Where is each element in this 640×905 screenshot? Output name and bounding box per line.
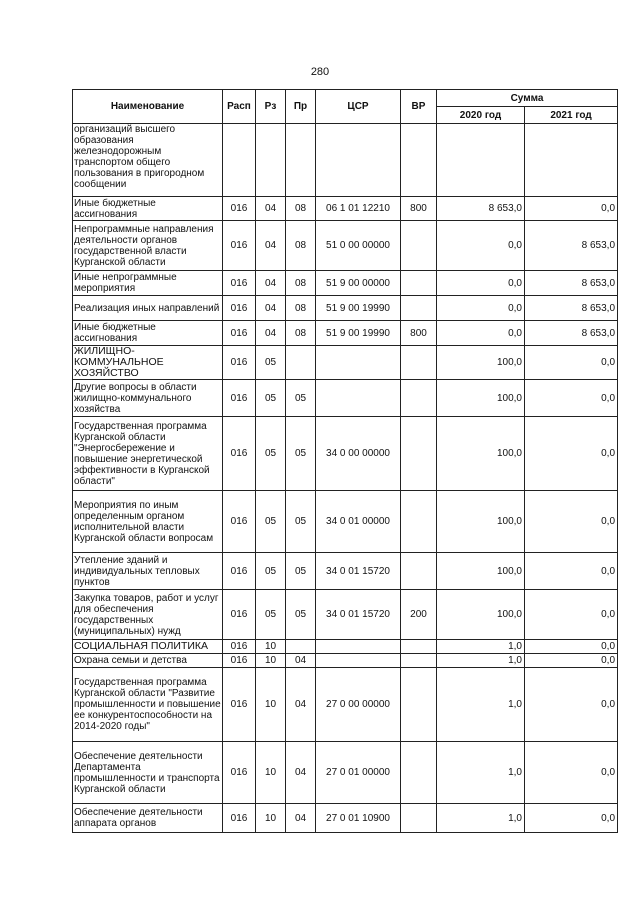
table-row [73,221,618,271]
row-csr [316,654,401,668]
row-csr: 27 0 01 10900 [316,804,401,833]
row-vr [401,742,437,804]
row-name: Утепление зданий и индивидуальных тепловых пунктов [73,553,223,590]
row-name: Государственная программа Курганской области "Развитие промышленности и повышение ее конкурентоспособности на 2014-2020 годы" [73,668,223,742]
table-row [73,380,618,417]
row-2021: 0,0 [525,346,618,380]
table-row [73,417,618,491]
row-2020: 1,0 [437,804,525,833]
table-row [73,491,618,553]
row-vr [401,804,437,833]
row-rz: 10 [256,640,286,654]
row-2021: 0,0 [525,654,618,668]
row-name: Государственная программа Курганской области "Энергосбережение и повышение энергетической эффективности в Курганской области" [73,417,223,491]
header-rasp: Расп [223,90,256,124]
row-csr: 51 9 00 19990 [316,321,401,346]
table-row [73,346,618,380]
row-pr: 08 [286,321,316,346]
table-row [73,804,618,833]
row-csr [316,346,401,380]
row-2021: 0,0 [525,590,618,640]
table-row [73,321,618,346]
row-rasp: 016 [223,221,256,271]
row-csr [316,380,401,417]
row-rz: 05 [256,553,286,590]
row-rasp [223,124,256,197]
table-row [73,668,618,742]
row-pr: 08 [286,221,316,271]
row-2020: 1,0 [437,742,525,804]
row-2021: 0,0 [525,668,618,742]
header-sum: Сумма [437,90,618,107]
row-2020 [437,124,525,197]
row-rasp: 016 [223,668,256,742]
row-csr: 51 9 00 00000 [316,271,401,296]
table-row [73,124,618,197]
row-name: Иные бюджетные ассигнования [73,321,223,346]
row-2020: 100,0 [437,590,525,640]
row-rasp: 016 [223,346,256,380]
row-pr [286,640,316,654]
row-2021 [525,124,618,197]
row-csr [316,640,401,654]
row-rasp: 016 [223,271,256,296]
row-pr [286,346,316,380]
row-name: Обеспечение деятельности аппарата органов [73,804,223,833]
row-name: ЖИЛИЩНО-КОММУНАЛЬНОЕ ХОЗЯЙСТВО [73,346,223,380]
row-2020: 0,0 [437,321,525,346]
row-name: Иные бюджетные ассигнования [73,197,223,221]
row-2021: 0,0 [525,380,618,417]
header-csr: ЦСР [316,90,401,124]
row-vr [401,346,437,380]
row-rz: 05 [256,590,286,640]
row-rz: 10 [256,654,286,668]
row-rasp: 016 [223,654,256,668]
row-rz: 10 [256,668,286,742]
row-rasp: 016 [223,742,256,804]
row-pr: 05 [286,417,316,491]
row-2020: 1,0 [437,654,525,668]
row-rz: 10 [256,804,286,833]
row-pr: 08 [286,296,316,321]
row-vr [401,124,437,197]
row-vr [401,491,437,553]
row-rasp: 016 [223,804,256,833]
row-2020: 0,0 [437,296,525,321]
row-vr [401,380,437,417]
row-2020: 100,0 [437,346,525,380]
header-2020: 2020 год [437,107,525,124]
row-vr [401,221,437,271]
row-csr: 27 0 01 00000 [316,742,401,804]
row-pr: 05 [286,553,316,590]
row-rasp: 016 [223,553,256,590]
row-rz: 04 [256,296,286,321]
row-2021: 0,0 [525,742,618,804]
row-pr: 08 [286,197,316,221]
row-csr: 27 0 00 00000 [316,668,401,742]
row-name: Закупка товаров, работ и услуг для обеспечения государственных (муниципальных) нужд [73,590,223,640]
row-pr: 04 [286,654,316,668]
row-vr [401,271,437,296]
header-name: Наименование [73,90,223,124]
row-vr [401,296,437,321]
row-vr [401,640,437,654]
page-number: 280 [310,66,330,78]
row-pr: 05 [286,380,316,417]
row-pr: 05 [286,491,316,553]
row-csr: 06 1 01 12210 [316,197,401,221]
row-rz: 05 [256,380,286,417]
table-row [73,654,618,668]
row-pr: 04 [286,804,316,833]
row-2021: 8 653,0 [525,221,618,271]
row-vr [401,417,437,491]
row-pr: 04 [286,668,316,742]
row-2020: 100,0 [437,553,525,590]
row-2021: 8 653,0 [525,296,618,321]
row-name: Реализация иных направлений [73,296,223,321]
budget-table [72,89,618,833]
row-pr: 08 [286,271,316,296]
row-pr [286,124,316,197]
table-body [73,124,618,833]
row-2020: 0,0 [437,221,525,271]
row-2020: 1,0 [437,640,525,654]
table-row [73,742,618,804]
row-pr: 05 [286,590,316,640]
row-2020: 0,0 [437,271,525,296]
row-rasp: 016 [223,296,256,321]
row-rasp: 016 [223,491,256,553]
header-pr: Пр [286,90,316,124]
row-rasp: 016 [223,197,256,221]
row-rz: 04 [256,221,286,271]
row-rz: 04 [256,321,286,346]
row-csr: 51 0 00 00000 [316,221,401,271]
header-2021: 2021 год [525,107,618,124]
row-2021: 0,0 [525,553,618,590]
row-2021: 8 653,0 [525,321,618,346]
table-row [73,197,618,221]
row-2021: 8 653,0 [525,271,618,296]
row-rasp: 016 [223,640,256,654]
row-pr: 04 [286,742,316,804]
row-name: Мероприятия по иным определенным органом исполнительной власти Курганской области вопросам [73,491,223,553]
table-row [73,271,618,296]
row-name: Другие вопросы в области жилищно-коммунального хозяйства [73,380,223,417]
header-rz: Рз [256,90,286,124]
row-rz: 04 [256,271,286,296]
table-row [73,296,618,321]
row-2021: 0,0 [525,417,618,491]
row-name: Непрограммные направления деятельности органов государственной власти Курганской области [73,221,223,271]
row-vr [401,553,437,590]
row-name: Охрана семьи и детства [73,654,223,668]
row-csr: 34 0 01 15720 [316,553,401,590]
row-vr [401,654,437,668]
row-2021: 0,0 [525,491,618,553]
table-row [73,553,618,590]
row-csr: 34 0 00 00000 [316,417,401,491]
row-2020: 8 653,0 [437,197,525,221]
row-rasp: 016 [223,590,256,640]
row-vr: 800 [401,321,437,346]
row-vr: 800 [401,197,437,221]
row-2021: 0,0 [525,640,618,654]
row-rasp: 016 [223,321,256,346]
row-rz: 05 [256,417,286,491]
row-csr: 51 9 00 19990 [316,296,401,321]
row-rasp: 016 [223,380,256,417]
row-vr: 200 [401,590,437,640]
row-rz: 10 [256,742,286,804]
row-2020: 100,0 [437,417,525,491]
row-rz [256,124,286,197]
row-2020: 1,0 [437,668,525,742]
row-rasp: 016 [223,417,256,491]
row-2021: 0,0 [525,197,618,221]
row-rz: 05 [256,491,286,553]
row-csr: 34 0 01 15720 [316,590,401,640]
row-name: Иные непрограммные мероприятия [73,271,223,296]
row-rz: 04 [256,197,286,221]
row-name: организаций высшего образования железнодорожным транспортом общего пользования в пригородном сообщении [73,124,223,197]
row-csr [316,124,401,197]
row-name: СОЦИАЛЬНАЯ ПОЛИТИКА [73,640,223,654]
header-vr: ВР [401,90,437,124]
row-name: Обеспечение деятельности Департамента промышленности и транспорта Курганской области [73,742,223,804]
row-csr: 34 0 01 00000 [316,491,401,553]
table-row [73,640,618,654]
row-2020: 100,0 [437,491,525,553]
row-vr [401,668,437,742]
row-2021: 0,0 [525,804,618,833]
table-row [73,590,618,640]
row-2020: 100,0 [437,380,525,417]
row-rz: 05 [256,346,286,380]
